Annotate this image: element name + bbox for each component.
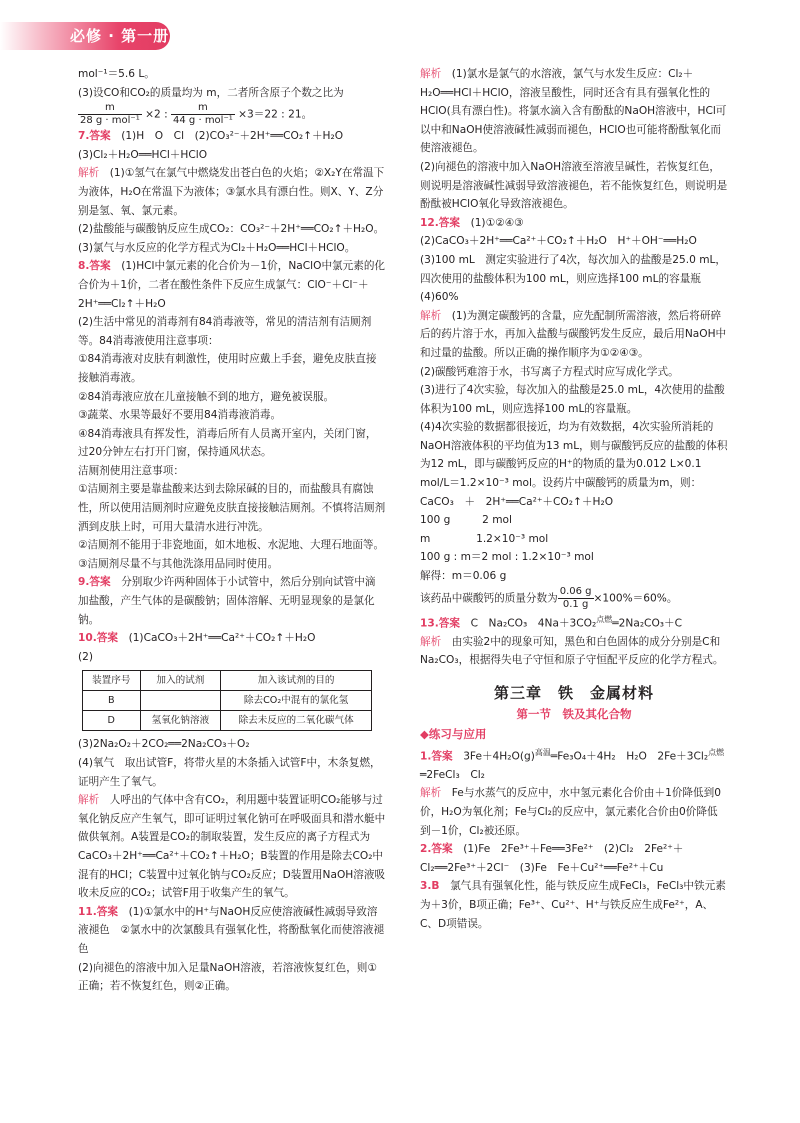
text-line: (4)氧气 取出试管F，将带火星的木条插入试管F中，木条复燃，证明产生了氧气。 (78, 757, 381, 788)
table-cell (140, 691, 221, 711)
text-line: (2)向褪色的溶液中加入足量NaOH溶液，若溶液恢复红色，则①正确；若不恢复红色，则②正确。 (78, 961, 377, 993)
text-line: 洁厕剂使用注意事项： (78, 464, 184, 477)
table-cell: D (83, 711, 141, 731)
q10-analysis: 解析 人呼出的气体中含有CO₂，利用题中装置证明CO₂能够与过氧化钠反应产生氧气，即可证明过氧化钠可在呼吸面具和潜水艇中做供氧剂。A装置是CO₂的制取装置，发生反应的离子方程式为CaCO₃＋2H⁺══Ca²⁺＋CO₂↑＋H₂O；B装置的作用是除去CO₂中混有的HCl；C装置中过氧化钠与CO₂反应；D装置用NaOH溶液吸收未反应的CO₂；试管F用于收集产生的氧气。 (78, 794, 386, 900)
table-row (83, 711, 372, 731)
q12-analysis: 解析 (1)为测定碳酸钙的含量，应先配制所需溶液，然后将研碎后的药片溶于水，再加入盐酸与碳酸钙发生反应，最后用NaOH中和过量的盐酸。所以正确的操作顺序为①②④③。 (420, 309, 727, 359)
chapter-title: 第三章 铁 金属材料 (493, 683, 654, 702)
q7-analysis: 解析 (1)①氢气在氯气中燃烧发出苍白色的火焰；②X₂Y在常温下为液体，H₂O在常温下为液体；③氯水具有漂白性。则X、Y、Z分别是氢、氧、氯元素。 (78, 167, 385, 217)
text-line: (3)设CO和CO₂的质量均为 m，二者所含原子个数之比为 (78, 86, 344, 99)
fraction: $\frac{m}{\text{44 g · mol⁻¹}}$ (173, 102, 233, 127)
section-title: 第一节 铁及其化合物 (516, 706, 632, 721)
right-column (420, 65, 728, 933)
e3-answer: 3.B 氯气具有强氧化性，能与铁反应生成FeCl₃，FeCl₃中铁元素为＋3价，B项正确；Fe³⁺、Cu²⁺、H⁺与铁反应生成Fe²⁺，A、C、D项错误。 (420, 880, 726, 930)
table-header: 加入的试剂 (140, 671, 221, 691)
calc-line: 该药品中碳酸钙的质量分数为 $\frac{0.06 g}{0.1 g}$ ×100%＝60%。 (420, 585, 678, 610)
fraction: $\frac{m}{\text{28 g · mol⁻¹}}$ (80, 102, 140, 127)
table-cell: B (83, 691, 141, 711)
text-line: (2)生活中常见的消毒剂有84消毒液等，常见的清洁剂有洁厕剂等。84消毒液使用注意事项： (78, 316, 372, 347)
q10-answer: 10.答案 (1)CaCO₃＋2H⁺══Ca²⁺＋CO₂↑＋H₂O (78, 632, 316, 645)
calc-line: 解得：m＝0.06 g (420, 570, 507, 583)
text-line: (3)2Na₂O₂＋2CO₂══2Na₂CO₃＋O₂ (78, 738, 250, 751)
q11-answer: 11.答案 (1)①氯水中的H⁺与NaOH反应使溶液碱性减弱导致溶液褪色 ②氯水中的次氯酸具有强氧化性，将酚酞氧化而使溶液褪色 (78, 905, 385, 955)
e1-analysis: 解析 Fe与水蒸气的反应中，水中氢元素化合价由＋1价降低到0价，H₂O为氧化剂；Fe与Cl₂的反应中，氯元素化合价由0价降低到－1价，Cl₂被还原。 (420, 787, 721, 837)
calculation-block (420, 493, 728, 611)
q13-analysis: 解析 由实验2中的现象可知，黑色和白色固体的成分分别是C和Na₂CO₃，根据得失电子守恒和原子守恒配平反应的化学方程式。 (420, 635, 724, 667)
text-line: (2)碳酸钙难溶于水，书写离子方程式时应写成化学式。 (420, 365, 679, 378)
q9-answer: 9.答案 分别取少许两种固体于小试管中，然后分别向试管中滴加盐酸，产生气体的是碳酸钠；固体溶解、无明显现象的是氯化钠。 (78, 576, 376, 626)
table-header: 加入该试剂的目的 (221, 671, 372, 691)
practice-heading: ◆练习与应用 (420, 727, 487, 742)
table-cell: 除去未反应的二氧化碳气体 (221, 711, 372, 731)
q7-answer: 7.答案 (1)H O Cl (2)CO₃²⁻＋2H⁺══CO₂↑＋H₂O (78, 130, 344, 143)
calc-line: 100 g 2 mol (420, 514, 512, 527)
text-line: (2)向褪色的溶液中加入NaOH溶液至溶液呈碱性，若恢复红色，则说明是溶液碱性减弱导致溶液褪色，若不能恢复红色，则说明是酚酞被HClO氧化导致溶液褪色。 (420, 160, 728, 211)
table-row (83, 691, 372, 711)
e1-answer: 1.答案 $3Fe+4H_2O(g)^{高温}═Fe_3O_4+4H_2$ H₂O 2Fe＋3Cl₂$^{点燃}$═2FeCl₃ Cl₂ (420, 747, 725, 781)
text-line: (4)4次实验的数据都很接近，均为有效数据，4次实验所消耗的NaOH溶液体积的平均值为13 mL，则与碳酸钙反应的盐酸的体积为12 mL，即与碳酸钙反应的H⁺的物质的量为0.012 L×0.1 mol/L＝1.2×10⁻³ mol。设药片中碳酸钙的质量为m，则： (420, 421, 728, 490)
banner-label: 必修 · 第一册 (70, 27, 170, 45)
text-line: ③洁厕剂尽量不与其他洗涤用品同时使用。 (78, 557, 279, 570)
table-cell: 氢氧化钠溶液 (140, 711, 221, 731)
table-cell: 除去CO₂中混有的氯化氢 (221, 691, 372, 711)
q11-analysis: 解析 (1)氯水是氯气的水溶液，氯气与水发生反应：Cl₂＋H₂O══HCl＋HClO，溶液呈酸性，同时还含有具有强氧化性的HClO(具有漂白性)。将氯水滴入含有酚酞的NaOH溶液中，HCl可以中和NaOH使溶液碱性减弱而褪色，HClO也可能将酚酞氧化而使溶液褪色。 (420, 68, 727, 155)
q13-answer: 13.答案 C Na₂CO₃ 4Na＋3CO₂$^{点燃}$═2Na₂CO₃＋C (420, 614, 683, 630)
fraction: $\frac{0.06 g}{0.1 g}$ (559, 585, 592, 610)
table-header: 装置序号 (83, 671, 141, 691)
calc-line: CaCO₃ ＋ 2H⁺══Ca²⁺＋CO₂↑＋H₂O (420, 495, 614, 508)
text-line: (3)Cl₂＋H₂O══HCl＋HClO (78, 148, 208, 161)
text-line: (3)进行了4次实验，每次加入的盐酸是25.0 mL，4次使用的盐酸体积为100 mL，则应选择100 mL的容量瓶。 (420, 384, 725, 415)
fraction-line: $\frac{m}{\text{28 g · mol⁻¹}}$ ×2 : $\frac{m}{\text{44 g · mol⁻¹}}$ ×3＝22 : 21。 (80, 102, 313, 127)
q12-answer: 12.答案 (1)①②④③ (420, 216, 524, 229)
text-line: ②洁厕剂不能用于非瓷地面，如木地板、水泥地、大理石地面等。 (78, 539, 385, 552)
left-column (78, 65, 386, 996)
text-line: (3)100 mL 测定实验进行了4次，每次加入的盐酸是25.0 mL，四次使用的盐酸体积为100 mL，则应选择100 mL的容量瓶 (420, 253, 727, 285)
text-line: (2)盐酸能与碳酸钠反应生成CO₂：CO₃²⁻＋2H⁺══CO₂↑＋H₂O。 (78, 223, 385, 236)
text-line: ④84消毒液具有挥发性，消毒后所有人员离开室内，关闭门窗，过20分钟左右打开门窗，保持通风状态。 (78, 427, 377, 459)
experiment-table (82, 670, 372, 731)
q8-answer: 8.答案 (1)HCl中氯元素的化合价为－1价，NaClO中氯元素的化合价为＋1价，二者在酸性条件下反应生成氯气：ClO⁻＋Cl⁻＋2H⁺══Cl₂↑＋H₂O (78, 260, 386, 310)
text-line: ①84消毒液对皮肤有刺激性，使用时应戴上手套，避免皮肤直接接触消毒液。 (78, 353, 377, 384)
text-line: ②84消毒液应放在儿童接触不到的地方，避免被误服。 (78, 390, 335, 403)
calc-line: 100 g : m＝2 mol : 1.2×10⁻³ mol (420, 551, 594, 564)
text-line: mol⁻¹＝5.6 L。 (78, 68, 155, 80)
header-banner (0, 0, 215, 58)
table-header-row (83, 671, 372, 691)
text-line: (2) (78, 650, 94, 663)
text-line: ①洁厕剂主要是靠盐酸来达到去除尿碱的目的，而盐酸具有腐蚀性，所以使用洁厕剂时应避免皮肤直接接触洁厕剂。不慎将洁厕剂洒到皮肤上时，可用大量清水进行冲洗。 (78, 483, 386, 533)
text-line: (2)CaCO₃＋2H⁺══Ca²⁺＋CO₂↑＋H₂O H⁺＋OH⁻══H₂O (420, 235, 697, 248)
text-line: ③蔬菜、水果等最好不要用84消毒液消毒。 (78, 409, 282, 422)
text-line: (3)氯气与水反应的化学方程式为Cl₂＋H₂O══HCl＋HClO。 (78, 241, 356, 254)
calc-line: m 1.2×10⁻³ mol (420, 532, 549, 545)
e2-answer: 2.答案 (1)Fe 2Fe³⁺＋Fe══3Fe²⁺ (2)Cl₂ 2Fe²⁺＋Cl₂══2Fe³⁺＋2Cl⁻ (3)Fe Fe＋Cu²⁺══Fe²⁺＋Cu (420, 843, 684, 874)
text-line: (4)60% (420, 291, 459, 304)
